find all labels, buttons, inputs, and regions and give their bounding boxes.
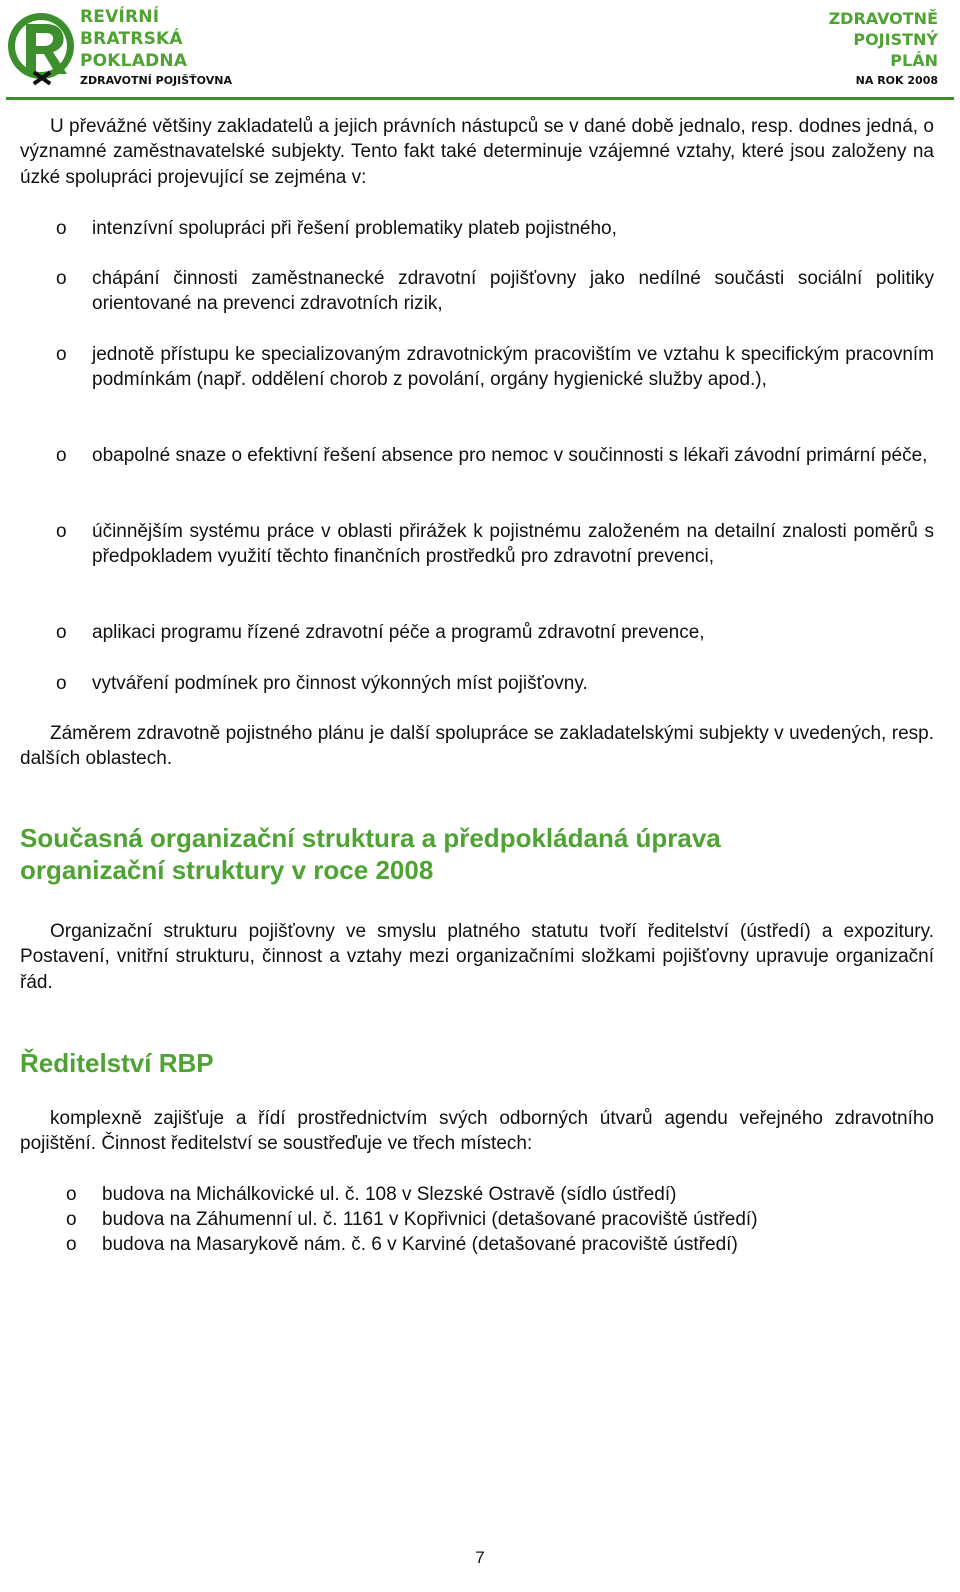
- page-number: 7: [475, 1548, 485, 1567]
- rbp-logo-icon: [6, 6, 76, 90]
- brand-subtitle: ZDRAVOTNÍ POJIŠŤOVNA: [80, 74, 232, 87]
- list-bullet: o: [56, 673, 67, 694]
- brand-line-3: POKLADNA: [80, 51, 188, 71]
- header-divider: [6, 97, 954, 100]
- brand-name: [80, 6, 232, 89]
- list-item: jednotě přístupu ke specializovaným zdravotnickým pracovištím ve vztahu k specifickým pracovním podmínkám (např. oddělení chorob z povolání, orgány hygienické služby apod.),: [92, 344, 934, 391]
- list-bullet: o: [56, 218, 67, 239]
- list-item: aplikaci programu řízené zdravotní péče a programů zdravotní prevence,: [92, 622, 705, 643]
- plan-intent-paragraph: Záměrem zdravotně pojistného plánu je další spolupráce se zakladatelskými subjekty v uvedených, resp. dalších oblastech.: [20, 723, 934, 770]
- brand-line-2: BRATRSKÁ: [80, 29, 183, 49]
- brand-line-1: REVÍRNÍ: [80, 7, 160, 27]
- section-heading-line-2: organizační struktury v roce 2008: [20, 855, 434, 885]
- plan-title: [829, 8, 938, 89]
- page-header: [0, 0, 960, 100]
- plan-line-3: PLÁN: [890, 51, 938, 70]
- location-item: budova na Masarykově nám. č. 6 v Karviné (detašované pracoviště ústředí): [102, 1234, 738, 1255]
- list-bullet: o: [56, 268, 67, 289]
- list-bullet: o: [66, 1209, 77, 1230]
- plan-year: NA ROK 2008: [855, 74, 938, 87]
- org-structure-paragraph: Organizační strukturu pojišťovny ve smyslu platného statutu tvoří ředitelství (ústředí) a expozitury. Postavení, vnitřní strukturu, činnost a vztahy mezi organizačními složkami pojišťovny upravuje organizační řád.: [20, 921, 934, 993]
- list-item: intenzívní spolupráci při řešení problematiky plateb pojistného,: [92, 218, 617, 239]
- plan-line-2: POJISTNÝ: [853, 30, 938, 49]
- section-heading-line-1: Současná organizační struktura a předpokládaná úprava: [20, 823, 721, 853]
- list-item: chápání činnosti zaměstnanecké zdravotní pojišťovny jako nedílné součásti sociální politiky orientované na prevenci zdravotních rizik,: [92, 268, 934, 315]
- list-item: obapolné snaze o efektivní řešení absence pro nemoc v součinnosti s lékaři závodní primární péče,: [92, 445, 928, 466]
- reditelstvi-paragraph: komplexně zajišťuje a řídí prostřednictvím svých odborných útvarů agendu veřejného zdravotního pojištění. Činnost ředitelství se soustřeďuje ve třech místech:: [20, 1108, 934, 1155]
- section-heading-reditelstvi: Ředitelství RBP: [20, 1048, 214, 1078]
- list-bullet: o: [66, 1184, 77, 1205]
- list-bullet: o: [66, 1234, 77, 1255]
- list-item: účinnějším systému práce v oblasti přirážek k pojistnému založeném na detailní znalosti poměrů s předpokladem využití těchto finančních prostředků pro zdravotní prevenci,: [92, 521, 934, 568]
- list-bullet: o: [56, 521, 67, 542]
- list-bullet: o: [56, 622, 67, 643]
- list-bullet: o: [56, 445, 67, 466]
- plan-line-1: ZDRAVOTNĚ: [828, 9, 938, 28]
- location-item: budova na Záhumenní ul. č. 1161 v Kopřivnici (detašované pracoviště ústředí): [102, 1209, 758, 1230]
- list-bullet: o: [56, 344, 67, 365]
- intro-paragraph: U převážné většiny zakladatelů a jejich právních nástupců se v dané době jednalo, resp. dodnes jedná, o významné zaměstnavatelské subjekty. Tento fakt také determinuje vzájemné vztahy, které jsou založeny na úzké spolupráci projevující se zejména v:: [20, 116, 934, 188]
- list-item: vytváření podmínek pro činnost výkonných míst pojišťovny.: [92, 673, 588, 694]
- location-item: budova na Michálkovické ul. č. 108 v Slezské Ostravě (sídlo ústředí): [102, 1184, 677, 1205]
